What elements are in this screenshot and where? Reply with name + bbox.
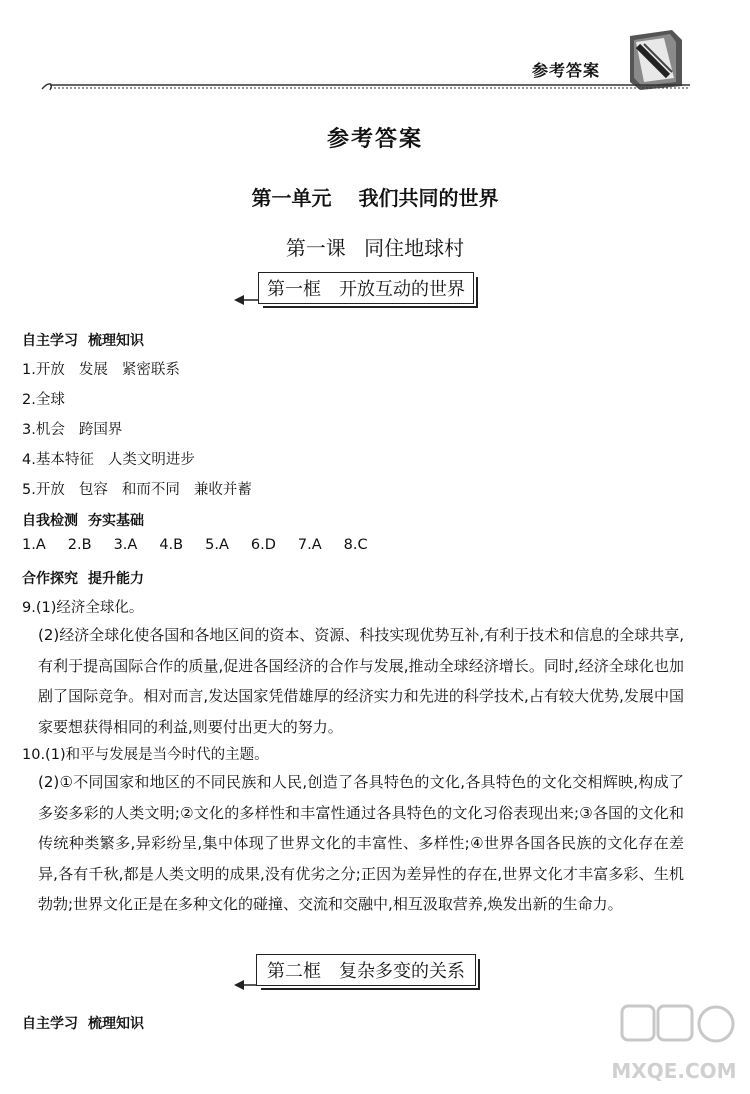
mc-answer: 7.A <box>297 537 322 553</box>
unit-title <box>0 182 750 211</box>
section-heading-part: 自主学习 <box>22 1016 78 1032</box>
answer-line <box>22 418 122 439</box>
frame-name: 开放互动的世界 <box>339 279 465 300</box>
answer-line <box>22 358 180 379</box>
mc-answer: 2.B <box>67 537 92 553</box>
answer-line <box>22 478 252 499</box>
frame-number: 第二框 <box>267 961 321 982</box>
unit-name: 我们共同的世界 <box>358 186 499 210</box>
watermark-text: MXQE.COM <box>611 1059 737 1083</box>
section-frame-1 <box>258 272 474 304</box>
answer-term: 发展 <box>78 362 108 378</box>
section-heading-part: 合作探究 <box>22 571 78 587</box>
section-heading-part: 梳理知识 <box>88 333 144 349</box>
running-header-label: 参考答案 <box>532 61 601 80</box>
answer-term: 兼收并蓄 <box>193 482 252 498</box>
answer-term: 3.机会 <box>22 422 65 438</box>
mc-answer: 6.D <box>250 537 276 553</box>
answer-term: 1.开放 <box>22 362 65 378</box>
section-heading-self-study <box>22 330 154 350</box>
section-heading-part: 夯实基础 <box>88 513 144 529</box>
answer-term: 4.基本特征 <box>22 452 94 468</box>
section-heading-part: 梳理知识 <box>88 1016 144 1032</box>
mc-answer: 1.A <box>22 537 46 553</box>
answer-term: 紧密联系 <box>121 362 180 378</box>
answer-term: 2.全球 <box>22 392 65 408</box>
multiple-choice-answers <box>22 537 390 553</box>
section-heading-self-check <box>22 510 154 530</box>
answer-line <box>22 388 65 409</box>
section-heading-part: 自我检测 <box>22 513 78 529</box>
q10-part2: (2)①不同国家和地区的不同民族和人民,创造了各具特色的文化,各具特色的文化交相辉映,构成了多姿多彩的人类文明;②文化的多样性和丰富性通过各具特色的文化习俗表现出来;③各国的文化和传统种类繁多,异彩纷呈,集中体现了世界文化的丰富性、多样性;④世界各国各民族的文化存在差异,各有千秋,都是人类文明的成果,没有优劣之分;正因为差异性的存在,世界文化才丰富多彩、生机勃勃;世界文化正是在多种文化的碰撞、交流和交融中,相互汲取营养,焕发出新的生命力。 <box>38 773 684 913</box>
lesson-title <box>0 232 750 261</box>
section-frame-2 <box>256 954 476 986</box>
section-heading-cooperation <box>22 568 154 588</box>
lesson-number: 第一课 <box>285 236 346 260</box>
answer-term: 跨国界 <box>78 422 123 438</box>
answer-term: 5.开放 <box>22 482 65 498</box>
mc-answer: 8.C <box>343 537 368 553</box>
answer-term: 和而不同 <box>121 482 180 498</box>
mc-answer: 4.B <box>159 537 184 553</box>
q9-part1: 9.(1)经济全球化。 <box>22 600 144 616</box>
section-heading-part: 提升能力 <box>88 571 144 587</box>
unit-number: 第一单元 <box>251 186 332 210</box>
mc-answer: 3.A <box>113 537 138 553</box>
answer-line <box>22 448 195 469</box>
frame-name: 复杂多变的关系 <box>339 961 465 982</box>
q9-part2: (2)经济全球化使各国和各地区间的资本、资源、科技实现优势互补,有利于技术和信息的全球共享,有利于提高国际合作的质量,促进各国经济的合作与发展,推动全球经济增长。同时,经济全球化也加剧了国际竞争。相对而言,发达国家凭借雄厚的经济实力和先进的科学技术,占有较大优势,发展中国家要想获得相同的利益,则要付出更大的努力。 <box>38 626 684 736</box>
header-rule <box>40 80 690 92</box>
q10-part1: 10.(1)和平与发展是当今时代的主题。 <box>22 747 269 763</box>
watermark-logo <box>604 1000 746 1090</box>
section-heading-part: 自主学习 <box>22 333 78 349</box>
mc-answer: 5.A <box>205 537 229 553</box>
lesson-name: 同住地球村 <box>364 236 465 260</box>
page-title: 参考答案 <box>326 127 423 152</box>
answer-term: 人类文明进步 <box>107 452 195 468</box>
section-heading-self-study-2 <box>22 1013 154 1033</box>
frame-number: 第一框 <box>267 279 321 300</box>
answer-term: 包容 <box>78 482 108 498</box>
